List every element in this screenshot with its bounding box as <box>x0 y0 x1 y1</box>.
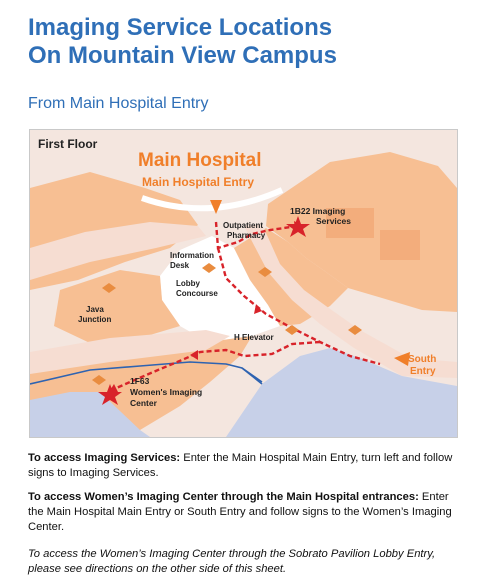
womens-name-label-2: Center <box>130 398 157 408</box>
sobrato-note: To access the Women’s Imaging Center through the Sobrato Pavilion Lobby Entry, please see directions on the other side of this sheet. <box>28 548 436 575</box>
floor-label: First Floor <box>38 137 98 151</box>
java-label-2: Junction <box>78 315 112 324</box>
womens-directions-lead: To access Women’s Imaging Center through the Main Hospital entrances: <box>28 491 419 503</box>
lobby-label-1: Lobby <box>176 279 200 288</box>
info-desk-label-2: Desk <box>170 261 190 270</box>
floor-map-graphic <box>30 130 457 437</box>
directions-text <box>28 451 453 586</box>
entry-name-label: Main Hospital Entry <box>142 175 255 189</box>
imaging-directions-body: Enter the Main Hospital Main Entry, turn left and follow signs to Imaging Services. <box>28 452 453 479</box>
page-title-line-1: Imaging Service Locations <box>28 14 333 41</box>
womens-directions-body: Enter the Main Hospital Main Entry or South Entry and follow signs to the Women’s Imaging Center. <box>28 491 452 533</box>
floor-map <box>29 129 458 438</box>
pharmacy-label-2: Pharmacy <box>227 231 266 240</box>
building-name-label: Main Hospital <box>138 150 262 171</box>
womens-directions <box>28 490 453 535</box>
lobby-label-2: Concourse <box>176 289 218 298</box>
imaging-directions-lead: To access Imaging Services: <box>28 452 181 464</box>
imaging-code-label: 1B22 Imaging <box>290 206 346 216</box>
pharmacy-label-1: Outpatient <box>223 221 263 230</box>
java-label-1: Java <box>86 305 104 314</box>
south-entry-label-2: Entry <box>410 366 436 377</box>
imaging-directions <box>28 451 453 481</box>
page-title-line-2: On Mountain View Campus <box>28 42 337 69</box>
elevator-label: H Elevator <box>234 333 274 342</box>
room-block <box>380 230 420 260</box>
womens-code-label: 1F63 <box>130 376 150 386</box>
info-desk-label-1: Information <box>170 251 214 260</box>
imaging-name-label: Services <box>316 216 351 226</box>
page-subtitle: From Main Hospital Entry <box>28 95 209 112</box>
page-title <box>28 14 337 70</box>
south-entry-label-1: South <box>408 354 437 365</box>
womens-name-label-1: Women's Imaging <box>130 387 203 397</box>
